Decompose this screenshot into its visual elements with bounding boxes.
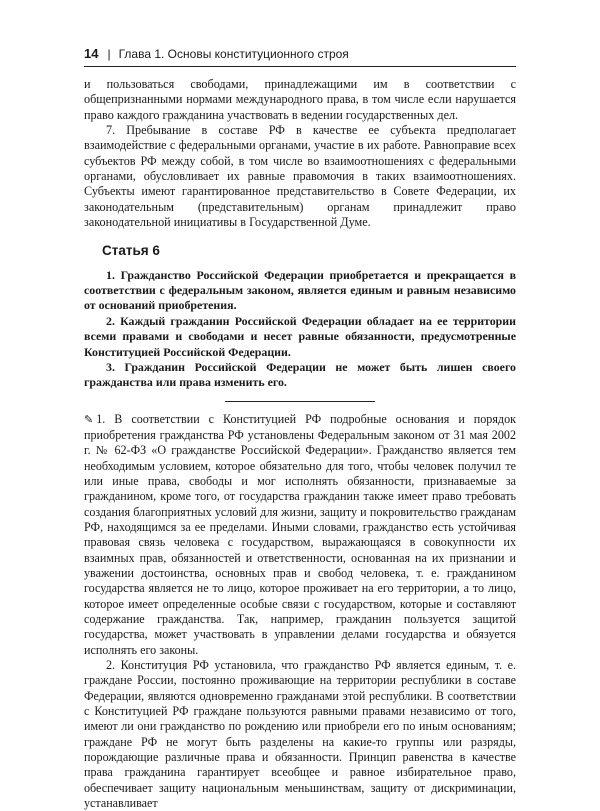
running-header (84, 46, 349, 61)
commentary-paragraph-1 (84, 412, 516, 659)
page-body (84, 77, 516, 811)
chapter-title: Глава 1. Основы конституционного строя (118, 47, 349, 61)
article-item-1: 1. Гражданство Российской Федерации приобретается и прекращается в соответствии с федеральным законом, является единым и равным независимо от оснований приобретения. (84, 267, 516, 313)
section-divider (225, 401, 375, 402)
header-rule (84, 66, 516, 67)
intro-paragraph-7: 7. Пребывание в составе РФ в качестве ее субъекта предполагает взаимодействие с федеральными органами, участие в их работе. Равноправие всех субъектов РФ между собой, в том числе во взаимоотношениях с федеральными органами, обусловливает их равные правомочия в таких взаимоотношениях. Субъекты имеют гарантированное представительство в Совете Федерации, их законодательным (представительным) органам принадлежит право законодательной инициативы в Государственной Думе. (84, 123, 516, 230)
article-item-3: 3. Гражданин Российской Федерации не может быть лишен своего гражданства или права изменить его. (84, 359, 516, 390)
commentary-paragraph-2: 2. Конституция РФ установила, что гражданство РФ является единым, т. е. граждане России, постоянно проживающие на территории республики в составе Федерации, являются одновременно гражданами этой республики. В соответствии с Конституцией РФ граждане пользуются равными правами независимо от того, имеют ли они гражданство по рождению или приобрели его по иным основаниям; граждане РФ не могут быть разделены на какие-то группы или разряды, порождающие различные права и обязанности. Принцип равенства в качестве права гражданина гарантирует всеобщее и равное избирательное право, обеспечивает защиту национальным меньшинствам, защиту от дискриминации, устанавливает (84, 658, 516, 811)
article-text (84, 268, 516, 391)
commentary (84, 412, 516, 811)
commentary-paragraph-1-text: 1. В соответствии с Конституцией РФ подробные основания и порядок приобретения гражданства РФ установлены Федеральным законом от 31 мая 2002 г. № 62-ФЗ «О гражданстве Российской Федерации». Гражданство является тем необходимым условием, которое обязательно для того, чтобы человек получил те или иные права, свободы и мог исполнять обязанности, признаваемые за гражданином, кроме того, от государства гражданин также имеет право требовать создания благоприятных условий для жизни, защиту и покровительство гражданам РФ, находящимся за ее пределами. Иными словами, гражданство есть устойчивая правовая связь человека с государством, выражающаяся в совокупности их взаимных прав, обязанностей и ответственности, основанная на их признании и уважении достоинства, основных прав и свобод человека, т. е. гражданином государства является не то лицо, которое проживает на его территории, а то лицо, которое имеет определенные особые связи с государством, которые и составляют содержание гражданства. Так, например, гражданин пользуется защитой государства, может участвовать в управлении делами государства и обязуется исполнять его законы. (84, 411, 516, 657)
article-item-2: 2. Каждый гражданин Российской Федерации обладает на ее территории всеми правами и свободами и несет равные обязанности, предусмотренные Конституцией Российской Федерации. (84, 313, 516, 359)
page-number: 14 (84, 46, 99, 61)
intro-paragraph-continued: и пользоваться свободами, принадлежащими им в соответствии с общепризнанными нормами международного права, в том числе если нарушается право каждого гражданина участвовать в ведении государственных дел. (84, 77, 516, 122)
pen-icon: ✎ (84, 413, 94, 426)
article-title: Статья 6 (102, 243, 160, 259)
header-separator: | (107, 47, 111, 61)
